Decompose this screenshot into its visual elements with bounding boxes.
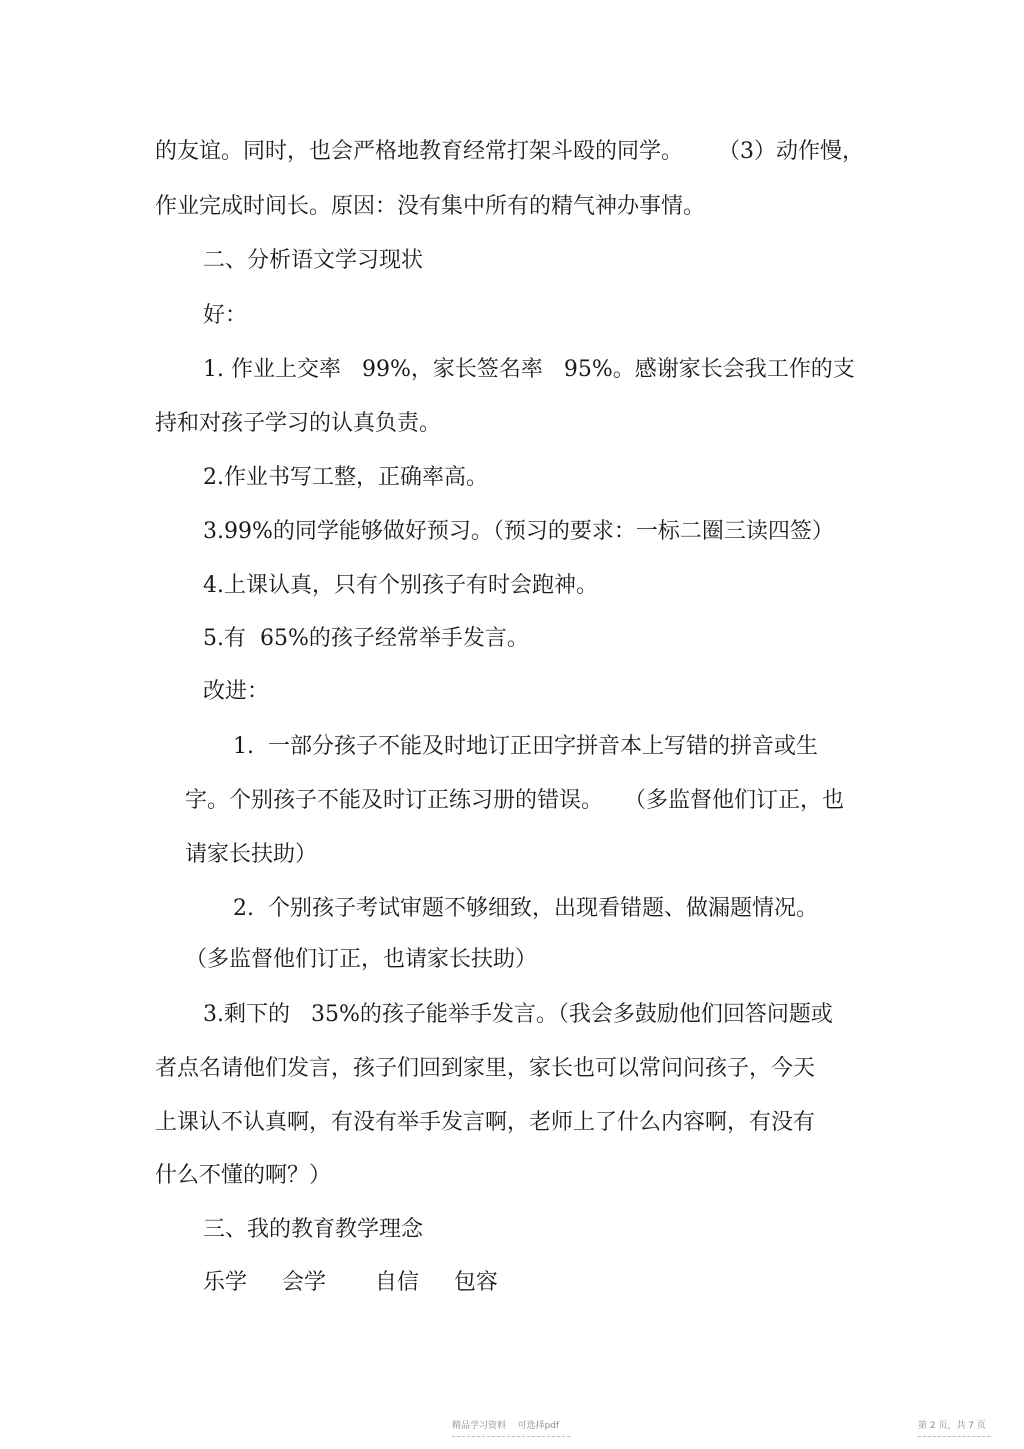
text-line: 什么不懂的啊？） xyxy=(155,1163,332,1188)
text-line: 1. 一部分孩子不能及时地订正田字拼音本上写错的拼音或生 xyxy=(233,734,818,759)
text-line: （多监督他们订正，也请家长扶助） xyxy=(185,947,538,972)
text-line: 2.作业书写工整，正确率高。 xyxy=(203,465,488,490)
text-line: 好： xyxy=(203,303,248,328)
text-line: 改进： xyxy=(203,679,270,704)
text-line: 4.上课认真，只有个别孩子有时会跑神。 xyxy=(203,573,598,598)
text-line: 2. 个别孩子考试审题不够细致，出现看错题、做漏题情况。 xyxy=(233,896,818,921)
section-heading: 三、我的教育教学理念 xyxy=(203,1217,424,1242)
footer-divider xyxy=(452,1436,570,1437)
text-line: 5.有 65%的孩子经常举手发言。 xyxy=(203,626,529,651)
text-line: 的友谊。同时，也会严格地教育经常打架斗殴的同学。 （3）动作慢， xyxy=(155,139,864,164)
footer-left: 精品学习资料 可选择pdf xyxy=(452,1421,560,1431)
text-line: 请家长扶助） xyxy=(185,842,318,867)
text-line: 字。个别孩子不能及时订正练习册的错误。 （多监督他们订正，也 xyxy=(185,788,844,813)
text-line: 者点名请他们发言，孩子们回到家里，家长也可以常问问孩子，今天 xyxy=(155,1056,816,1081)
text-line: 1. 作业上交率 99%，家长签名率 95%。感谢家长会我工作的支 xyxy=(203,357,855,382)
text-line: 3.剩下的 35%的孩子能举手发言。（我会多鼓励他们回答问题或 xyxy=(203,1002,833,1027)
page-number: 第 2 页，共 7 页 xyxy=(918,1421,986,1431)
text-line: 上课认不认真啊，有没有举手发言啊，老师上了什么内容啊，有没有 xyxy=(155,1110,816,1135)
footer-divider xyxy=(918,1436,990,1437)
text-line: 作业完成时间长。原因：没有集中所有的精气神办事情。 xyxy=(155,194,706,219)
text-line: 3.99%的同学能够做好预习。（预习的要求：一标二圈三读四签） xyxy=(203,519,834,544)
text-line: 持和对孩子学习的认真负责。 xyxy=(155,411,442,436)
text-line: 乐学 会学 自信 包容 xyxy=(203,1270,498,1295)
section-heading: 二、分析语文学习现状 xyxy=(203,248,424,273)
